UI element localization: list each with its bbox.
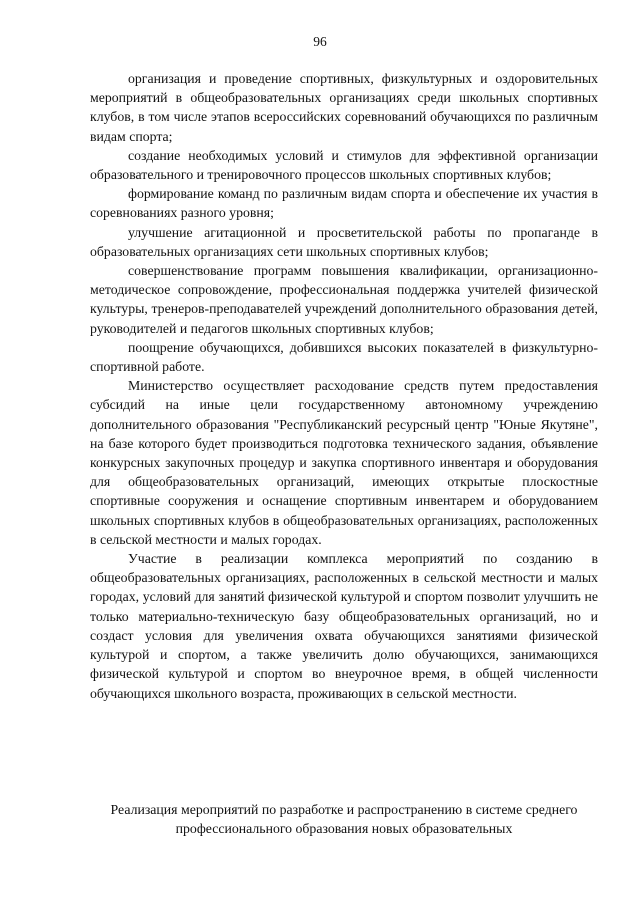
body-text [90, 69, 598, 703]
paragraph-encouragement: поощрение обучающихся, добившихся высоких показателей в физкультурно-спортивной работе. [90, 339, 598, 375]
section-heading: Реализация мероприятий по разработке и распространению в системе среднего профессионального образования новых образовательных [110, 802, 578, 837]
paragraph-conditions: создание необходимых условий и стимулов для эффективной организации образовательного и тренировочного процессов школьных спортивных клубов; [90, 147, 598, 183]
paragraph-participation: Участие в реализации комплекса мероприятий по созданию в общеобразовательных организациях, расположенных в сельской местности и малых городах, условий для занятий физической культурой и спортом позволит улучшить не только материально-техническую базу общеобразовательных организаций, но и создаст условия для увеличения охвата обучающихся занятиями физической культурой и спортом, а также увеличить долю обучающихся, занимающихся физической культурой и спортом во внеурочное время, в общей численности обучающихся школьного возраста, проживающих в сельской местности. [90, 551, 598, 701]
paragraph-ministry-subsidies: Министерство осуществляет расходование средств путем предоставления субсидий на иные цели государственному автономному учреждению дополнительного образования "Республиканский ресурсный центр "Юные Якутяне", на базе которого будет производиться подготовка технического задания, объявление конкурсных закупочных процедур и закупка спортивного инвентаря и оборудования для общеобразовательных организаций, имеющих открытые плоскостные спортивные сооружения и оснащение спортивным инвентарем и оборудованием школьных спортивных клубов в общеобразовательных организациях, расположенных в сельской местности и малых городах. [90, 378, 598, 547]
paragraph-teams: формирование команд по различным видам спорта и обеспечение их участия в соревнованиях разного уровня; [90, 186, 598, 221]
paragraph-agitation: улучшение агитационной и просветительской работы по пропаганде в образовательных организациях сети школьных спортивных клубов; [90, 224, 598, 259]
paragraph-qualification: совершенствование программ повышения квалификации, организационно-методическое сопровождение, профессиональная поддержка учителей физической культуры, тренеров-преподавателей учреждений дополнительного образования детей, руководителей и педагогов школьных спортивных клубов; [90, 263, 598, 336]
page-number: 96 [313, 34, 327, 49]
paragraph-sports-events: организация и проведение спортивных, физкультурных и оздоровительных мероприятий в общеобразовательных организациях среди школьных спортивных клубов, в том числе этапов всероссийских соревнований обучающихся по различным видам спорта; [90, 71, 598, 144]
